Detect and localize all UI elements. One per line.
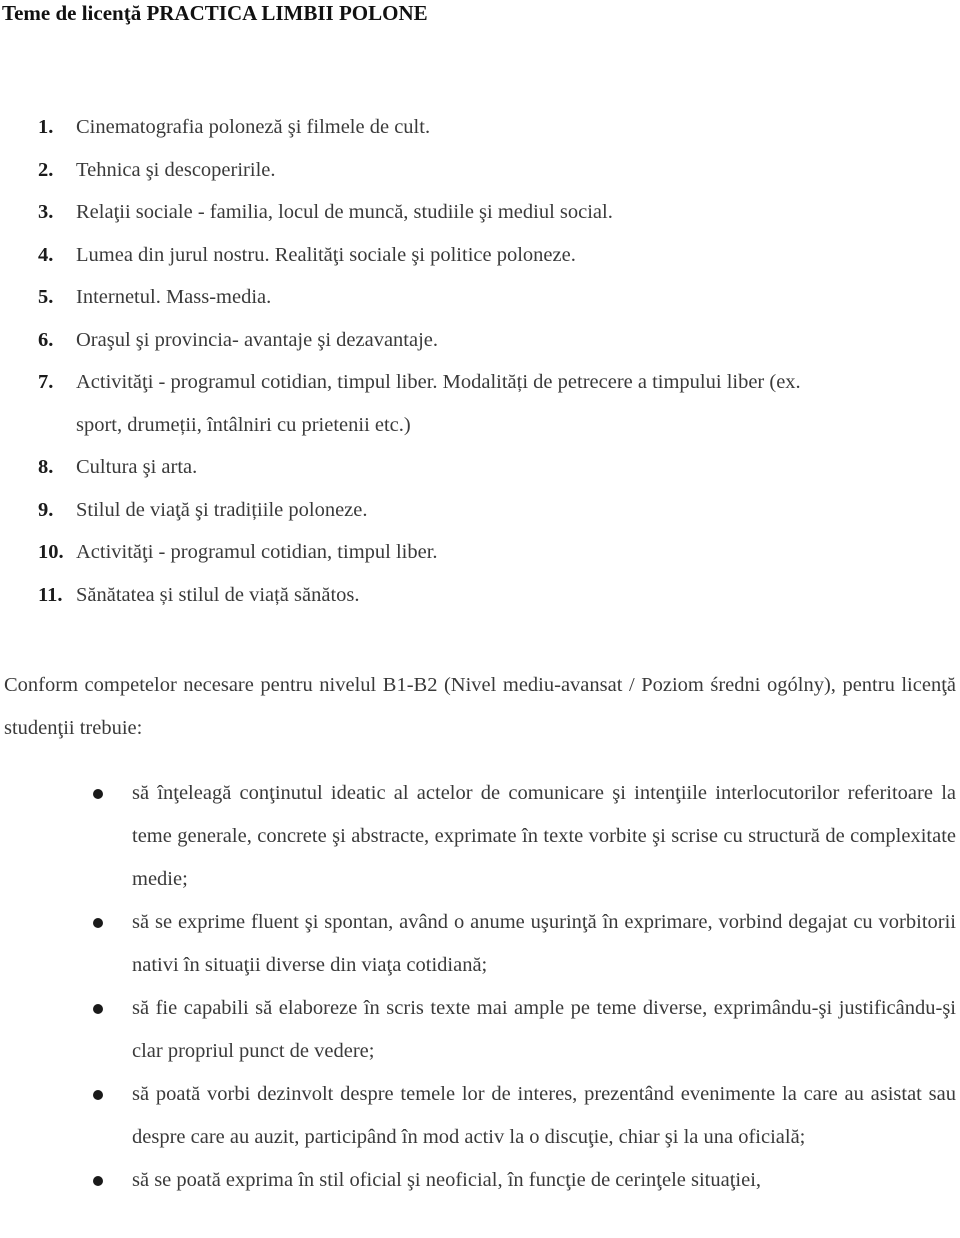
- bullet-icon: [93, 1176, 103, 1186]
- list-item: [0, 772, 956, 901]
- list-item: [0, 106, 960, 149]
- list-item: [0, 1159, 956, 1202]
- list-item: [0, 901, 956, 987]
- list-item-number: 2.: [38, 158, 54, 181]
- list-item-text-line: Activităţi - programul cotidian, timpul liber. Modalități de petrecere a timpului liber (ex.: [76, 371, 801, 393]
- list-item: [0, 446, 960, 489]
- list-item: [0, 1073, 956, 1159]
- bullet-icon: [93, 1090, 103, 1100]
- list-item-number: 9.: [38, 498, 54, 521]
- list-item-number: 8.: [38, 456, 54, 478]
- list-item-text: Stilul de viaţă şi tradițiile poloneze.: [76, 498, 368, 521]
- requirements-list: [0, 772, 960, 1202]
- list-item-text: să fie capabili să elaboreze în scris texte mai ample pe teme diverse, exprimându-şi justificându-şi clar propriul punct de vedere;: [132, 997, 956, 1062]
- list-item: [0, 361, 960, 446]
- list-item-text-line: sport, drumeții, întâlniri cu prietenii etc.): [76, 413, 411, 436]
- list-item-number: 4.: [38, 243, 54, 266]
- list-item-text: să înţeleagă conţinutul ideatic al actelor de comunicare şi intenţiile interlocutorilor referitoare la teme generale, concrete şi abstracte, exprimate în texte vorbite şi scrise cu structură de complexitate medie;: [132, 782, 956, 890]
- page-title: Teme de licenţă PRACTICA LIMBII POLONE: [2, 1, 428, 25]
- list-item: [0, 987, 956, 1073]
- list-item-number: 11.: [38, 583, 63, 606]
- list-item-text: Lumea din jurul nostru. Realităţi sociale şi politice poloneze.: [76, 243, 576, 266]
- list-item: [0, 149, 960, 192]
- list-item-text: [76, 361, 801, 446]
- list-item: [0, 319, 960, 362]
- bullet-icon: [93, 1004, 103, 1014]
- list-item-text: Cultura şi arta.: [76, 456, 198, 478]
- bullet-icon: [93, 789, 103, 799]
- list-item-text: Cinematografia poloneză şi filmele de cult.: [76, 116, 431, 138]
- topic-list: [0, 106, 960, 616]
- list-item: [0, 234, 960, 277]
- list-item: [0, 191, 960, 234]
- list-item-number: 7.: [38, 371, 54, 393]
- list-item-text: să se exprime fluent şi spontan, având o anume uşurinţă în exprimare, vorbind degajat cu vorbitorii nativi în situaţii diverse din viaţa cotidiană;: [132, 911, 956, 976]
- list-item-text: Sănătatea și stilul de viață sănătos.: [76, 583, 360, 606]
- list-item-text: Tehnica şi descoperirile.: [76, 158, 276, 181]
- list-item-text: Activităţi - programul cotidian, timpul liber.: [76, 541, 438, 563]
- list-item-text: să poată vorbi dezinvolt despre temele lor de interes, prezentând evenimente la care au asistat sau despre care au auzit, participând în mod activ la o discuţie, chiar şi la una oficială;: [132, 1083, 956, 1148]
- list-item: [0, 276, 960, 319]
- intro-paragraph: Conform competelor necesare pentru nivelul B1-B2 (Nivel mediu-avansat / Poziom średni ogólny), pentru licenţă studenţii trebuie:: [4, 674, 956, 739]
- list-item-number: 10.: [38, 541, 64, 563]
- list-item-text: Relaţii sociale - familia, locul de muncă, studiile şi mediul social.: [76, 201, 613, 223]
- list-item: [0, 574, 960, 617]
- list-item-number: 3.: [38, 201, 54, 223]
- list-item-text: Oraşul şi provincia- avantaje şi dezavantaje.: [76, 328, 439, 351]
- bullet-icon: [93, 918, 103, 928]
- list-item: [0, 489, 960, 532]
- list-item: [0, 531, 960, 574]
- list-item-text: Internetul. Mass-media.: [76, 286, 272, 308]
- list-item-text: să se poată exprima în stil oficial şi neoficial, în funcţie de cerinţele situaţiei,: [132, 1169, 762, 1191]
- list-item-number: 5.: [38, 286, 54, 308]
- list-item-number: 1.: [38, 116, 54, 138]
- list-item-number: 6.: [38, 328, 54, 351]
